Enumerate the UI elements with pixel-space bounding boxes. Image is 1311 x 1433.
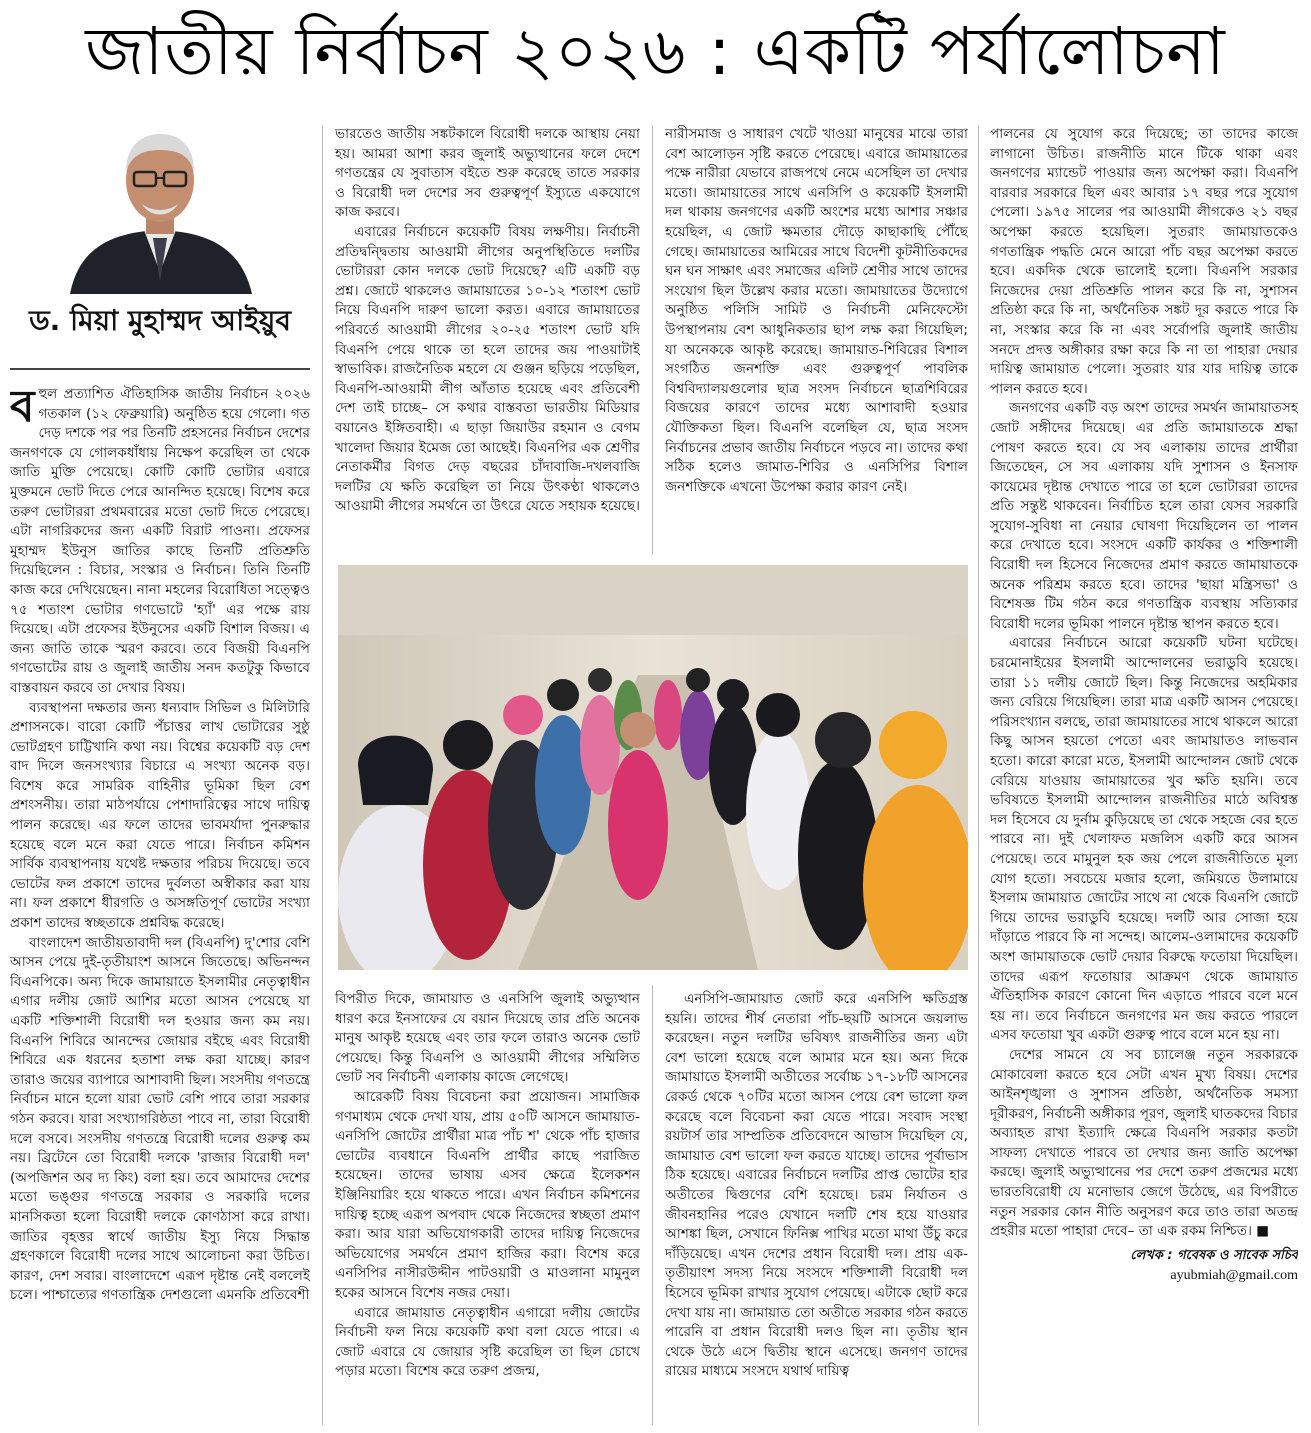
column-2-bottom bbox=[335, 990, 640, 1433]
paragraph: আরেকটি বিষয় বিবেচনা করা প্রয়োজন। সামাজিক গণমাধ্যম থেকে দেখা যায়, প্রায় ৫০টি আসনে জামায়াত-এনসিপি জোটের প্রার্থীরা মাত্র পাঁচ শ' থেকে পাঁচ হাজার ভোটের ব্যবধানে বিএনপি প্রার্থীর কাছে পরাজিত হয়েছেন। তাদের ভাষায় এসব ক্ষেত্রে ইলেকশন ইঞ্জিনিয়ারিং হয়ে থাকতে পারে। এখন নির্বাচন কমিশনের দায়িত্ব হচ্ছে এরূপ অপবাদ থেকে নিজেদের স্বচ্ছতা প্রমাণ করা। আর যারা অভিযোগকারী তাদের দায়িত্ব নিজেদের অভিযোগের সমর্থনে প্রমাণ হাজির করা। বিশেষ করে এনসিপির নাসীরউদ্দীন পাটওয়ারী ও মাওলানা মামুনুল হকের আসনে বিশেষ নজর দেয়া। bbox=[335, 1088, 640, 1301]
voters-queue-photo bbox=[338, 565, 968, 970]
author-photo bbox=[60, 122, 260, 294]
paragraph bbox=[10, 385, 310, 699]
paragraph: বাংলাদেশ জাতীয়তাবাদী দল (বিএনপি) দু'শোর বেশি আসন পেয়ে দুই-তৃতীয়াংশ আসনে জিতেছে। অভিনন্দন বিএনপিকে। অন্য দিকে জামায়াতে ইসলামীর নেতৃত্বাধীন এগার দলীয় জোট আশির মতো আসন পেয়েছে যা একটি শক্তিশালী বিরোধী দল হওয়ার জন্য কম নয়। বিএনপি শিবিরে আনন্দের জোয়ার বইছে এবং বিরোধী শিবিরে এক ধরনের হতাশা লক্ষ করা যাচ্ছে। কারণ তারাও জয়ের ব্যাপারে আশাবাদী ছিল। সংসদীয় গণতন্ত্রে নির্বাচন মানে হলো যারা ভোট বেশি পাবে তারা সরকার গঠন করবে। যারা সংখ্যাগরিষ্ঠতা পাবে না, তারা বিরোধী দলে বসবে। সংসদীয় গণতন্ত্রে বিরোধী দলের গুরুত্ব কম নয়। ব্রিটেনে তো বিরোধী দলকে 'রাজার বিরোধী দল' (অপজিশন অব দ্য কিং) বলা হয়। তবে আমাদের দেশের মতো ভঙ্গুর গণতন্ত্রে সরকার ও সরকারি দলের মানসিকতা হলো বিরোধী দলকে কোণঠাসা করে রাখা। জাতির বৃহত্তর স্বার্থে জাতীয় ইস্যু নিয়ে সিদ্ধান্ত গ্রহণকালে বিরোধী দলের সাথে আলোচনা করা উচিত। কারণ, দেশ সবার। বাংলাদেশে এরূপ দৃষ্টান্ত নেই বললেই চলে। পাশ্চাত্যের গণতান্ত্রিক দেশগুলো এমনকি প্রতিবেশী bbox=[10, 934, 310, 1304]
column-rule bbox=[322, 125, 323, 1425]
column-rule bbox=[652, 985, 653, 1425]
paragraph: ভারতেও জাতীয় সঙ্কটকালে বিরোধী দলকে আস্থায় নেয়া হয়। আমরা আশা করব জুলাই অভ্যুত্থানের ফলে দেশে গণতন্ত্রের যে সুবাতাস বইতে শুরু করেছে তাতে সরকার ও বিরোধী দল দেশের সব গুরুত্বপূর্ণ ইস্যুতে একযোগে কাজ করবে। bbox=[335, 126, 640, 221]
column-3-top bbox=[665, 125, 968, 550]
column-4 bbox=[990, 125, 1298, 1433]
column-2-top bbox=[335, 125, 640, 550]
paragraph: এনসিপি-জামায়াত জোট করে এনসিপি ক্ষতিগ্রস্ত হয়নি। তাদের শীর্ষ নেতারা পাঁচ-ছয়টি আসনে জয়লাভ করেছেন। নতুন দলটির ভবিষ্যৎ রাজনীতির জন্য এটা বেশ ভালো হয়েছে বলে আমার মনে হয়। অন্য দিকে জামায়াতে ইসলামী অতীতের সর্বোচ্চ ১৭-১৮টি আসনের রেকর্ড থেকে ৭০টির মতো আসন পেয়ে বেশ ভালো ফল করেছে বলে বিবেচনা করা যেতে পারে। সংবাদ সংস্থা রয়টার্স তার সাম্প্রতিক প্রতিবেদনে আভাস দিয়েছিল যে, জামায়াত বেশ ভালো ফল করতে যাচ্ছে। তাদের পূর্বাভাস ঠিক হয়েছে। এবারের নির্বাচনে দলটির প্রাপ্ত ভোটের হার অতীতের দ্বিগুণের বেশি হয়েছে। চরম নির্যাতন ও জীবনহানির পরেও যেখানে দলটি শেষ হয়ে যাওয়ার আশঙ্কা ছিল, সেখানে ফিনিক্স পাখির মতো মাথা উঁচু করে দাঁড়িয়েছে। এখন দেশের প্রধান বিরোধী দল। প্রায় এক-তৃতীয়াংশ সদস্য নিয়ে সংসদে শক্তিশালী বিরোধী দল হিসেবে ভূমিকা রাখার সুযোগ পেয়েছে। এটাকে ছোট করে দেখা যায় না। জামায়াত তো অতীতে সরকার গঠন করতে পারেনি বা প্রধান বিরোধী দলও ছিল না। তৃতীয় স্থান থেকে উঠে এসে দ্বিতীয় স্থানে এসেছে। জনগণ তাদের রায়ের মাধ্যমে সংসদে যথার্থ দায়িত্ব bbox=[665, 991, 968, 1380]
paragraph: এবারের নির্বাচনে কয়েকটি বিষয় লক্ষণীয়। নির্বাচনী প্রতিদ্বন্দ্বিতায় আওয়ামী লীগের অনুপস্থিতিতে দলটির ভোটাররা কোন দলকে ভোট দিয়েছে? এটি একটি বড় প্রশ্ন। জোটে থাকলেও জামায়াতের ১০-১২ শতাংশ ভোট নিয়ে বিএনপি দারুণ ভালো করত। এবারে জামায়াতের পরিবর্তে আওয়ামী লীগের ২০-২৫ শতাংশ ভোট যদি বিএনপি পেয়ে থাকে তা হলে তাদের জয় পাওয়াটাই স্বাভাবিক। রাজনৈতিক মহলে যে গুঞ্জন ছড়িয়ে পড়েছিল, বিএনপি-আওয়ামী লীগ আঁতাত হয়েছে এবং প্রতিবেশী দেশ তাই চাচ্ছে– সে কথার বাস্তবতা ভারতীয় মিডিয়ার বয়ানেও ইঙ্গিতবাহী। এ ছাড়া জিয়াউর রহমান ও বেগম খালেদা জিয়ার ইমেজ তো আছেই। বিএনপির এক শ্রেণীর নেতাকর্মীর বিগত দেড় বছরের চাঁদাবাজি-দখলবাজি দলটির যে ক্ষতি করেছিল তা নিয়ে উৎকণ্ঠা থাকলেও আওয়ামী লীগের সমর্থনে তা উৎরে যেতে সহায়ক হয়েছে। bbox=[335, 223, 640, 515]
column-1 bbox=[10, 385, 310, 1433]
paragraph-text: হুল প্রত্যাশিত ঐতিহাসিক জাতীয় নির্বাচন ২০২৬ গতকাল (১২ ফেব্রুয়ারি) অনুষ্ঠিত হয়ে গেলো। গত দেড় দশকে পর পর তিনটি প্রহসনের নির্বাচন দেশের জনগণকে যে গোলকধাঁধায় নিক্ষেপ করেছিল তা থেকে জাতি মুক্তি পেয়েছে। কোটি কোটি ভোটার এবারে মুক্তমনে ভোট দিতে পেরে আনন্দিত হয়েছে। বিশেষ করে তরুণ ভোটাররা প্রথমবারের মতো ভোট দিতে পেরেছে। এটা নাগরিকদের জন্য একটি বিরাট পাওনা। প্রফেসর মুহাম্মদ ইউনুস জাতির কাছে তিনটি প্রতিশ্রুতি দিয়েছিলেন : বিচার, সংস্কার ও নির্বাচন। তিনি তিনটি কাজ করে দেখিয়েছেন। নানা মহলের বিরোধিতা সত্ত্বেও ৭৫ শতাংশ ভোটার গণভোটে 'হ্যাঁ' এর পক্ষে রায় দিয়েছে। এটা প্রফেসর ইউনুসের একটি বিশাল বিজয়। এ জন্য জাতি তাকে স্মরণ করবে। তবে বিজয়ী বিএনপি গণভোটের রায় ও জুলাই জাতীয় সনদ কতটুকু কিভাবে বাস্তবায়ন করবে তা দেখার বিষয়। bbox=[10, 386, 310, 696]
author-name: ড. মিয়া মুহাম্মদ আইয়ুব bbox=[29, 304, 291, 337]
column-rule bbox=[652, 125, 653, 555]
paragraph: এবারের নির্বাচনে আরো কয়েকটি ঘটনা ঘটেছে। চরমোনাইয়ের ইসলামী আন্দোলনের ভরাডুবি হয়েছে। তারা ১১ দলীয় জোটে ছিল। কিন্তু নিজেদের অহমিকার জন্য বেরিয়ে গিয়েছিল। তারা মাত্র একটি আসন পেয়েছে। পরিসংখ্যান বলছে, তারা জামায়াতের সাথে থাকলে আরো কিছু আসন হয়তো পেতো এবং জামায়াতও লাভবান হতো। কারো কারো মতে, ইসলামী আন্দোলন জোট থেকে বেরিয়ে যাওয়ায় জামায়াতের খুব ক্ষতি হয়নি। তবে ভবিষ্যতে ইসলামী আন্দোলন রাজনীতির মাঠে অবিশ্বস্ত দল হিসেবে যে দুর্নাম কুড়িয়েছে তা থেকে সহজে বের হতে পারবে না। দুই খেলাফত মজলিস একটি করে আসন পেয়েছে। তবে মামুনুল হক জয় পেলে রাজনীতিতে মূল্য যোগ হতো। সবচেয়ে মজার হলো, জমিয়তে উলামায়ে ইসলাম জামায়াত জোটের সাথে না থেকে বিএনপি জোটে গিয়ে তাদের ভরাডুবি হয়েছে। দলটি আর সোজা হয়ে দাঁড়াতে পারবে কি না সন্দেহ। আলেম-ওলামাদের কয়েকটি অংশ জামায়াতকে ভোট দেয়ার বিরুদ্ধে ফতোয়া দিয়েছিল। তাদের এরূপ ফতোয়ার আক্রমণ থেকে জামায়াত ঐতিহাসিক কারণে কোনো দিন এড়াতে পারবে বলে মনে হয় না। তবে নির্বাচনে জনগণের মন জয় করতে পারলে এসব ফতোয়া খুব একটা গুরুত্ব পাবে বলে মনে হয় না। bbox=[990, 635, 1298, 1044]
author-email: ayubmiah@gmail.com bbox=[1170, 1267, 1298, 1283]
drop-cap: ব bbox=[10, 385, 35, 432]
paragraph: দেশের সামনে যে সব চ্যালেঞ্জ নতুন সরকারকে মোকাবেলা করতে হবে সেটা এখন মুখ্য বিষয়। দেশের আইনশৃঙ্খলা ও সুশাসন প্রতিষ্ঠা, অর্থনৈতিক সমস্যা দূরীকরণ, নির্বাচনী অঙ্গীকার পূরণ, জুলাই ঘাতকদের বিচার অব্যাহত রাখা ইত্যাদি ক্ষেত্রে বিএনপি সরকার কতটা সাফল্য দেখাতে পারবে তা দেখার জন্য জাতি অপেক্ষা করছে। জুলাই অভ্যুত্থানের পর দেশে তরুণ প্রজন্মের মধ্যে ভারতবিরোধী যে মনোভাব জেগে উঠেছে, এর বিপরীতে নতুন সরকার কোন নীতি অনুসরণ করে তাও তারা অতন্দ্র প্রহরীর মতো পাহারা দেবে– তা এক রকম নিশ্চিত। ■ bbox=[990, 1046, 1298, 1240]
column-3-bottom bbox=[665, 990, 968, 1433]
article-title: জাতীয় নির্বাচন ২০২৬ : একটি পর্যালোচনা bbox=[85, 13, 1226, 90]
paragraph: জনগণের একটি বড় অংশ তাদের সমর্থন জামায়াতসহ জোট সঙ্গীদের দিয়েছে। এর প্রতি জামায়াতকে শ্রদ্ধা পোষণ করতে হবে। যে সব এলাকায় তাদের প্রার্থীরা জিতেছেন, সে সব এলাকায় যদি সুশাসন ও ইনসাফ কায়েমের দৃষ্টান্ত দেখাতে পারে তা হলে ভোটাররা তাদের প্রতি সন্তুষ্ট থাকবেন। নির্বাচিত হলে তারা যেসব সরকারি সুযোগ-সুবিধা না নেয়ার ঘোষণা দিয়েছিলেন তা পালন করে দেখাতে হবে। সংসদে একটি কার্যকর ও শক্তিশালী বিরোধী দল হিসেবে নিজেদের প্রমাণ করতে জামায়াতকে অনেক পরিশ্রম করতে হবে। তাদের 'ছায়া মন্ত্রিসভা' ও বিশেষজ্ঞ টিম গঠন করে গণতান্ত্রিক ব্যবস্থায় সত্যিকার বিরোধী দলের ভূমিকা পালনে দৃষ্টান্ত স্থাপন করতে হবে। bbox=[990, 400, 1298, 632]
paragraph: নারীসমাজ ও সাধারণ খেটে খাওয়া মানুষের মাঝে তারা বেশ আলোড়ন সৃষ্টি করতে পেরেছে। এবারে জামায়াতের পক্ষে নারীরা যেভাবে রাজপথে নেমে এসেছিল তা দেখার মতো। জামায়াতের সাথে এনসিপি ও কয়েকটি ইসলামী দল থাকায় জনগণের একটি অংশের মধ্যে আশার সঞ্চার হয়েছিল, এ জোট ক্ষমতার দৌড়ে কাছাকাছি পৌঁছে গেছে। জামায়াতের আমিরের সাথে বিদেশী কূটনীতিকদের ঘন ঘন সাক্ষাৎ এবং সমাজের এলিট শ্রেণীর সাথে তাদের সংযোগ ছিল উল্লেখ করার মতো। জামায়াতের উদ্যোগে অনুষ্ঠিত পলিসি সামিট ও নির্বাচনী মেনিফেস্টো উপস্থাপনায় বেশ আধুনিকতার ছাপ লক্ষ করা গিয়েছিল; যা অনেককে আকৃষ্ট করেছে। জামায়াত-শিবিরের বিশাল সংগঠিত জনশক্তি এবং গুরুত্বপূর্ণ পাবলিক বিশ্ববিদ্যালয়গুলোর ছাত্র সংসদ নির্বাচনে ছাত্রশিবিরের বিজয়ের কারণে তাদের মধ্যে আশাবাদী হওয়ার যৌক্তিকতা ছিল। বিএনপি বলেছিল যে, ছাত্র সংসদ নির্বাচনের প্রভাব জাতীয় নির্বাচনে পড়বে না। তাদের কথা সঠিক হলেও জামাত-শিবির ও এনসিপির বিশাল জনশক্তিকে এখনো উপেক্ষা করার কারণ নেই। bbox=[665, 126, 968, 495]
author-byline: লেখক : গবেষক ও সাবেক সচিব bbox=[1130, 1247, 1298, 1263]
paragraph: ব্যবস্থাপনা দক্ষতার জন্য ধন্যবাদ সিভিল ও মিলিটারি প্রশাসনকে। বারো কোটি পঁচাত্তর লাখ ভোটারের সুষ্ঠু ভোটগ্রহণ চাট্টিখানি কথা নয়। বিশ্বের কয়েকটি বড় দেশ বাদ দিলে জনসংখ্যার বিচারে এ সংখ্যা অনেক বড়। বিশেষ করে সামরিক বাহিনীর ভূমিকা ছিল বেশ প্রশংসনীয়। তারা মাঠপর্যায়ে পেশাদারিত্বের সাথে দায়িত্ব পালন করেছে। এর ফলে তাদের ভাবমর্যাদা পুনরুদ্ধার হয়েছে বলে মনে করা যেতে পারে। নির্বাচন কমিশন সার্বিক ব্যবস্থাপনায় যথেষ্ট দক্ষতার পরিচয় দিয়েছে। তবে ভোটের ফল প্রকাশে তাদের দুর্বলতা অস্বীকার করা যায় না। ফল প্রকাশে ধীরগতি ও অসঙ্গতিপূর্ণ ভোটের সংখ্যা প্রকাশ তাদের স্বচ্ছতাকে প্রশ্নবিদ্ধ করেছে। bbox=[10, 699, 310, 932]
paragraph: এবারে জামায়াত নেতৃত্বাধীন এগারো দলীয় জোটের নির্বাচনী ফল নিয়ে কয়েকটি কথা বলা যেতে পারে। এ জোট এবারে যে জোয়ার সৃষ্টি করেছিল তা ছিল চোখে পড়ার মতো। বিশেষ করে তরুণ প্রজন্ম, bbox=[335, 1304, 640, 1380]
paragraph: পালনের যে সুযোগ করে দিয়েছে; তা তাদের কাজে লাগানো উচিত। রাজনীতি মানে টিকে থাকা এবং জনগণের ম্যান্ডেট পাওয়ার জন্য অপেক্ষা করা। বিএনপি বারবার সরকারে ছিল এবং আবার ১৭ বছর পরে সুযোগ পেলো। ১৯৭৫ সালের পর আওয়ামী লীগকেও ২১ বছর অপেক্ষা করতে হয়েছিল। সুতরাং জামায়াতকেও গণতান্ত্রিক পদ্ধতি মেনে আরো পাঁচ বছর অপেক্ষা করতে হবে। একদিক থেকে ভালোই হলো। বিএনপি সরকার নিজেদের দেয়া প্রতিশ্রুতি পালন করে কি না, সুশাসন প্রতিষ্ঠা করে কি না, অর্থনৈতিক সঙ্কট দূর করতে পারে কি না, সংস্কার করে কি না এবং সর্বোপরি জুলাই জাতীয় সনদে প্রদত্ত অঙ্গীকার রক্ষা করে কি না তা পাহারা দেয়ার দায়িত্ব জামায়াত পেলো। সুতরাং যার যার দায়িত্ব তাকে পালন করতে হবে। bbox=[990, 126, 1298, 397]
paragraph: বিপরীত দিকে, জামায়াত ও এনসিপি জুলাই অভ্যুত্থান ধারণ করে ইনসাফের যে বয়ান দিয়েছে তার প্রতি অনেক মানুষ আকৃষ্ট হয়েছে এবং তার ফলে তারাও অনেক ভোট পেয়েছে। কিন্তু বিএনপি ও আওয়ামী লীগের সম্মিলিত ভোট সব নির্বাচনী এলাকায় কাজে লেগেছে। bbox=[335, 991, 640, 1086]
column-rule bbox=[978, 125, 979, 1425]
author-divider bbox=[10, 368, 310, 370]
